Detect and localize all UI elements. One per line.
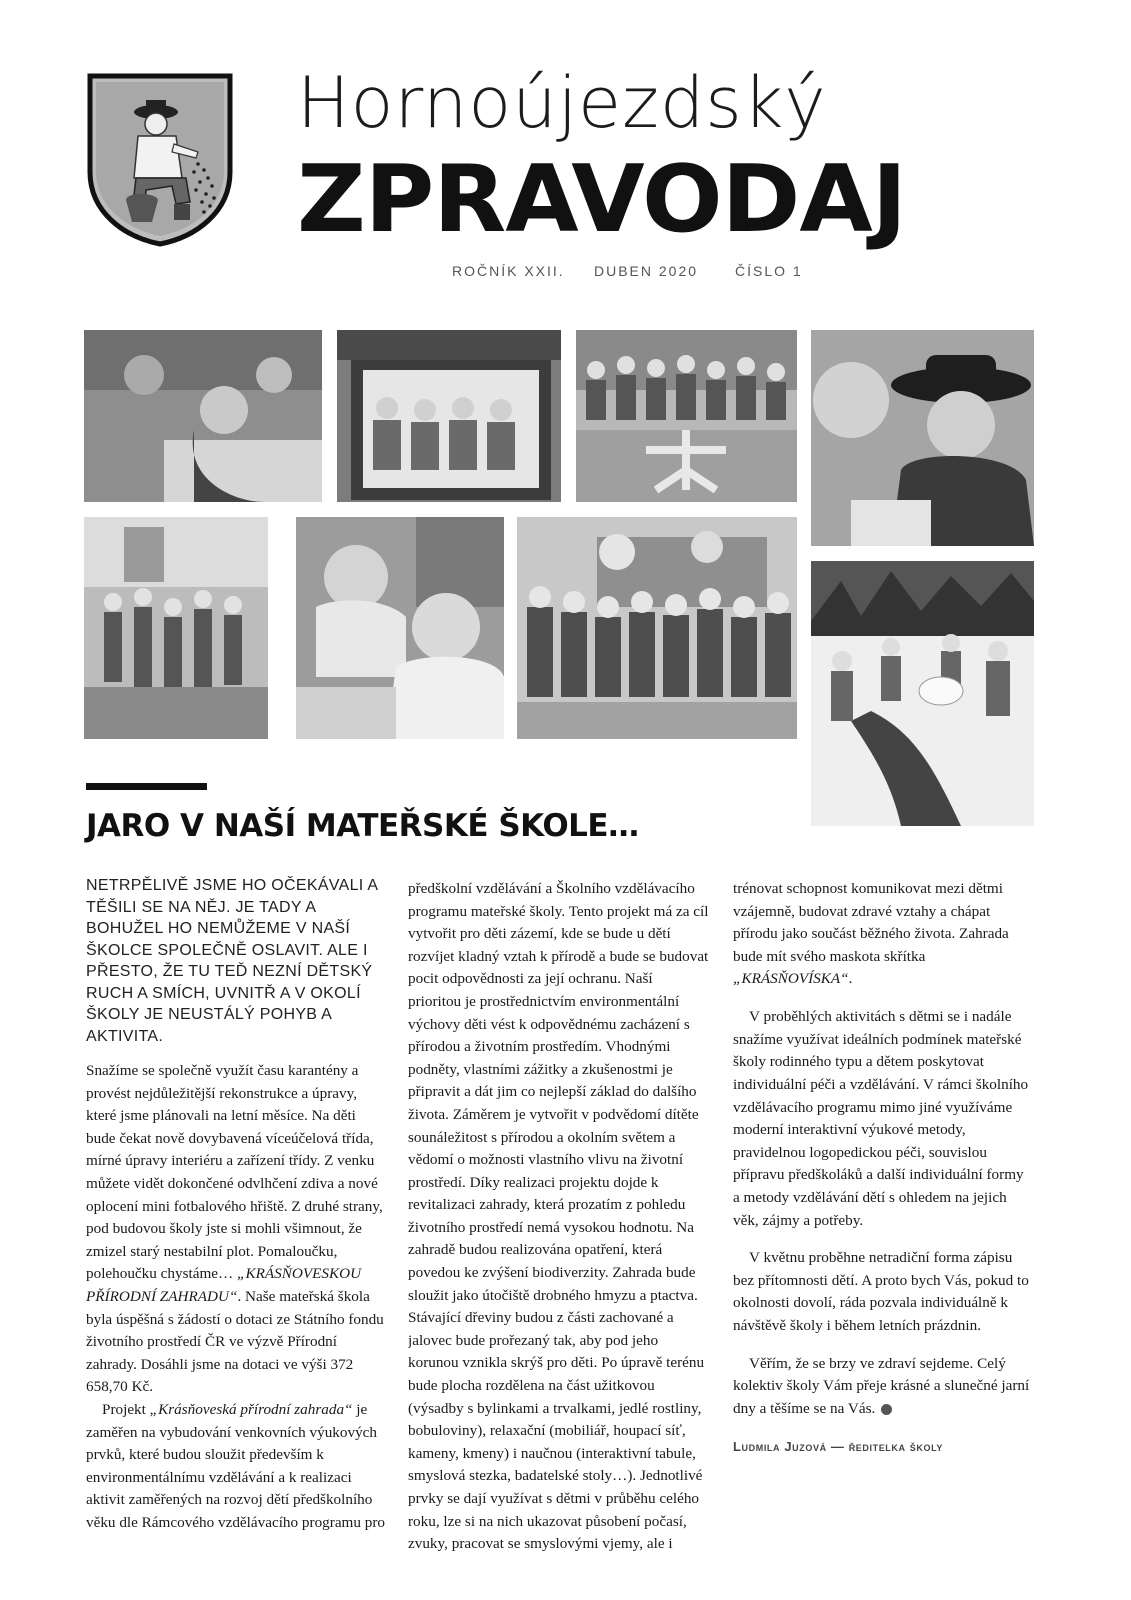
article-paragraph-1 xyxy=(86,1060,386,1399)
masthead-title-line1: Hornoújezdský xyxy=(297,62,827,144)
issue-volume: ROČNÍK XXII. xyxy=(452,263,565,279)
continuation-wrapper xyxy=(408,878,1034,1558)
photo-children-dancing xyxy=(84,517,268,739)
article-paragraph-5 xyxy=(733,1353,1034,1421)
article-columns-2-3 xyxy=(408,878,1034,1558)
photo-child-with-stamp xyxy=(296,517,504,739)
masthead-title-line2: ZPRAVODAJ xyxy=(297,145,906,253)
headline-rule xyxy=(86,783,207,790)
paragraph-1-text: Snažíme se společně využít času karantény a provést nejdůležitější rekonstrukce a úpravy, které jsme plánovali na letní měsíce. Na děti bude čekat nově dovybavená víceúčelová třída, mírné úpravy interiéru a zařízení třídy. Z venku můžete vidět dokončené odvlhčení zdiva a nové oplocení mini fotbalového hřiště. Z druhé strany, pod budovou školy jste si mohli všimnout, že zmizel starý nestabilní plot. Pomaloučku, polehoučku chystáme… xyxy=(86,1062,383,1283)
paragraph-2-final: . xyxy=(848,970,853,988)
paragraph-4-text: V květnu proběhne netradiční forma zápisu bez přítomnosti dětí. A proto bych Vás, pokud to okolnosti dovolí, ráda pozvala individuálně k návštěvě školy i během letních prázdnin. xyxy=(733,1249,1029,1335)
paragraph-2-start: Projekt xyxy=(102,1400,150,1418)
paragraph-2-text: je zaměřen na vybudování venkovních výukových prvků, které budou sloužit především k environmentálnímu vzdělávání a k realizaci aktivit zaměřených na rozvoj dětí předškolního věku dle Rámcového vzdělávacího programu pro xyxy=(86,1400,386,1531)
article-column-1 xyxy=(86,875,386,1535)
paragraph-1-end: . Naše mateřská škola byla úspěšná s žádostí o dotaci ze Státního fondu životního prostředí ČR ve výzvě Přírodní zahrady. Dosáhli jsme na dotaci ve výši 372 658,70 Kč. xyxy=(86,1287,384,1396)
article-lead: NETRPĚLIVĚ JSME HO OČEKÁVALI A TĚŠILI SE NA NĚJ. JE TADY A BOHUŽEL HO NEMŮŽEME V NAŠÍ ŠKOLCE SPOLEČNĚ OSLAVIT. ALE I PŘESTO, ŽE TU TEĎ NEZNÍ DĚTSKÝ RUCH A SMÍCH, UVNITŘ A V OKOLÍ ŠKOLY JE NEUSTÁLÝ POHYB A AKTIVITA. xyxy=(86,877,378,1045)
photo-child-in-hat xyxy=(811,330,1034,546)
article-signature: Ludmila Juzová — ředitelka školy xyxy=(733,1438,943,1454)
photo-child-drawing xyxy=(84,330,322,502)
article-paragraph-4 xyxy=(733,1247,1034,1337)
paragraph-2-emphasis-2: „KRÁSŇOVÍSKA“ xyxy=(733,970,849,988)
paragraph-2-text: předškolní vzdělávání a Školního vzdělávacího programu mateřské školy. Tento projekt má za cíl vytvořit pro děti zázemí, kde se bude u dětí rozvíjet kladný vztah k přírodě a bude se budovat pocit odpovědnosti za její ochranu. Naší prioritou je prostřednictvím environmentální výchovy děti vést k odpovědnému zacházení s přírodou a životním prostředím. Vhodnými podněty, vlastními zážitky a zkušenostmi je připravit a dát jim co nejlepší základ do dalšího života. Záměrem je vytvořit v podvědomí dítěte sounáležitost s přírodou a okolním světem a vědomí o možnosti vlastního vlivu na životní prostředí. Díky realizaci projektu dojde k revitalizaci zahrady, která prozatím z pohledu životního prostředí nemá vysokou hodnotu. Na zahradě budou realizována opatření, která povedou ke zvýšení biodiverzity. Zahrada bude sloužit jako útočiště drobného hmyzu a ptactva. Stávající dřeviny budou z části zachované a jalovec bude prořezaný tak, aby pod jeho korunou vznikla skrýš pro děti. Po úpravě terénu bude plocha rozdělena na část užitkovou (výsadby s bylinkami a trvalkami, jedlé rostliny, bobuloviny), relaxační (mobiliář, houpací síť, kameny, kmeny) i naučnou (interaktivní tabule, smyslová stezka, badatelské stoly…). Jednotlivé prvky se dají využívat s dětmi v průběhu celého roku, lze si na nich ukazovat působení počasí, zvuky, pracovat se smyslovými vjemy, ale i trénovat schopnost komunikovat mezi dětmi vzájemně, budovat zdravé vztahy a chápat přírodu jako součást běžného života. Zahrada bude mít svého maskota skřítka xyxy=(408,879,1009,1553)
article-paragraph-2 xyxy=(86,1399,386,1535)
issue-number: ČÍSLO 1 xyxy=(735,263,803,279)
paragraph-1-emphasis: „KRÁSŇOVESKOU PŘÍRODNÍ ZAHRADU“ xyxy=(86,1265,362,1305)
photo-children-group-floor xyxy=(576,330,797,502)
paragraph-5-text: Věřím, že se brzy ve zdraví sejdeme. Celý kolektiv školy Vám přeje krásné a slunečné jarní dny a těšíme se na Vás. xyxy=(733,1354,1030,1418)
photo-children-costumes xyxy=(517,517,797,739)
coat-of-arms-logo xyxy=(86,72,234,247)
photo-children-in-box xyxy=(337,330,561,502)
photo-children-snow xyxy=(811,561,1034,826)
article-headline: JARO V NAŠÍ MATEŘSKÉ ŠKOLE… xyxy=(86,808,639,844)
paragraph-2-emphasis: „Krásňoveská přírodní zahrada“ xyxy=(149,1400,353,1418)
paragraph-3-text: V proběhlých aktivitách s dětmi se i nadále snažíme využívat ideálních podmínek mateřské školy rodinného typu a dětem poskytovat individuální péči a vzdělávání. V rámci školního vzdělávacího programu mimo jiné využíváme moderní interaktivní výukové metody, pravidelnou logopedickou péči, souvislou přípravu předškoláků a další individuální formy a metody vzdělávání dětí s ohledem na jejich věk, zájmy a potřeby. xyxy=(733,1008,1029,1229)
issue-date: DUBEN 2020 xyxy=(594,263,699,279)
end-bullet-icon xyxy=(881,1404,892,1415)
article-paragraph-3 xyxy=(733,1006,1034,1232)
